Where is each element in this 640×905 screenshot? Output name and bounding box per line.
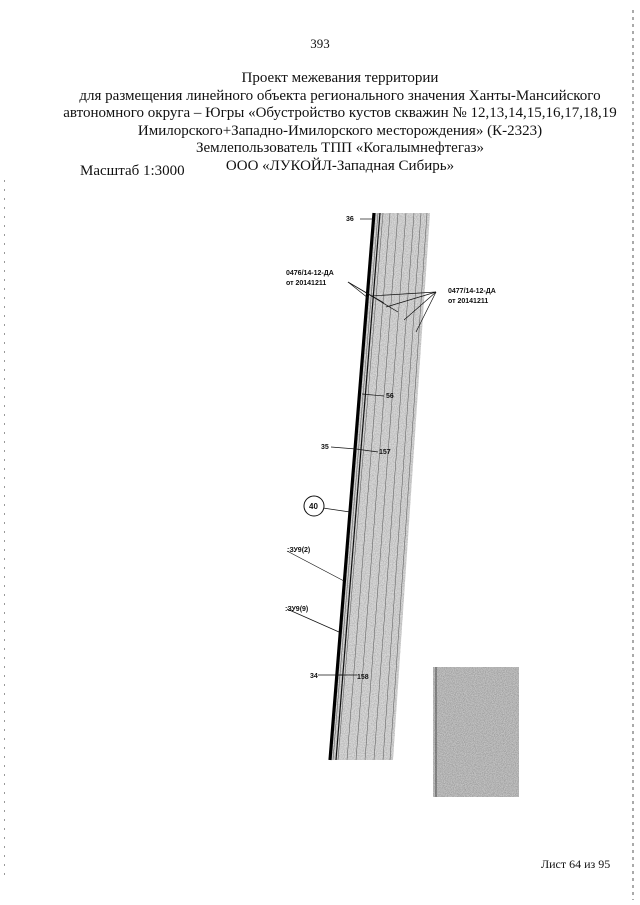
title-line: ООО «ЛУКОЙЛ-Западная Сибирь»	[225, 157, 455, 174]
zu-label-2: :ЗУ9(9)	[285, 606, 309, 613]
doc-left-number: 0476/14-12-ДА	[286, 270, 334, 277]
doc-right-number: 0477/14-12-ДА	[448, 288, 496, 295]
grey-area	[433, 667, 519, 797]
point-label-35: 35	[321, 444, 329, 451]
point-label-36: 36	[346, 216, 354, 223]
point-label-34: 34	[310, 673, 318, 680]
point-label-56: 56	[386, 393, 394, 400]
doc-right-date: от 20141211	[448, 298, 489, 305]
title-line: Имилорского+Западно-Имилорского месторождения» (К-2323)	[137, 122, 543, 139]
title-line: Проект межевания территории	[241, 70, 439, 86]
title-line: Землепользователь ТПП «Когалымнефтегаз»	[195, 140, 485, 156]
scale-label: Масштаб 1:3000	[80, 163, 185, 179]
parcel-circle-label: 40	[309, 502, 318, 511]
point-label-157: 157	[379, 449, 391, 456]
doc-left-date: от 20141211	[286, 280, 327, 287]
corridor-strip	[320, 210, 440, 765]
title-line: для размещения линейного объекта регионального значения Ханты-Мансийского	[79, 87, 601, 104]
title-line: автономного округа – Югры «Обустройство кустов скважин № 12,13,14,15,16,17,18,19	[63, 105, 617, 121]
zu-label-1: :ЗУ9(2)	[287, 547, 311, 554]
point-label-158: 158	[357, 674, 369, 681]
page-number: 393	[310, 36, 330, 51]
sheet-counter: Лист 64 из 95	[541, 857, 611, 871]
